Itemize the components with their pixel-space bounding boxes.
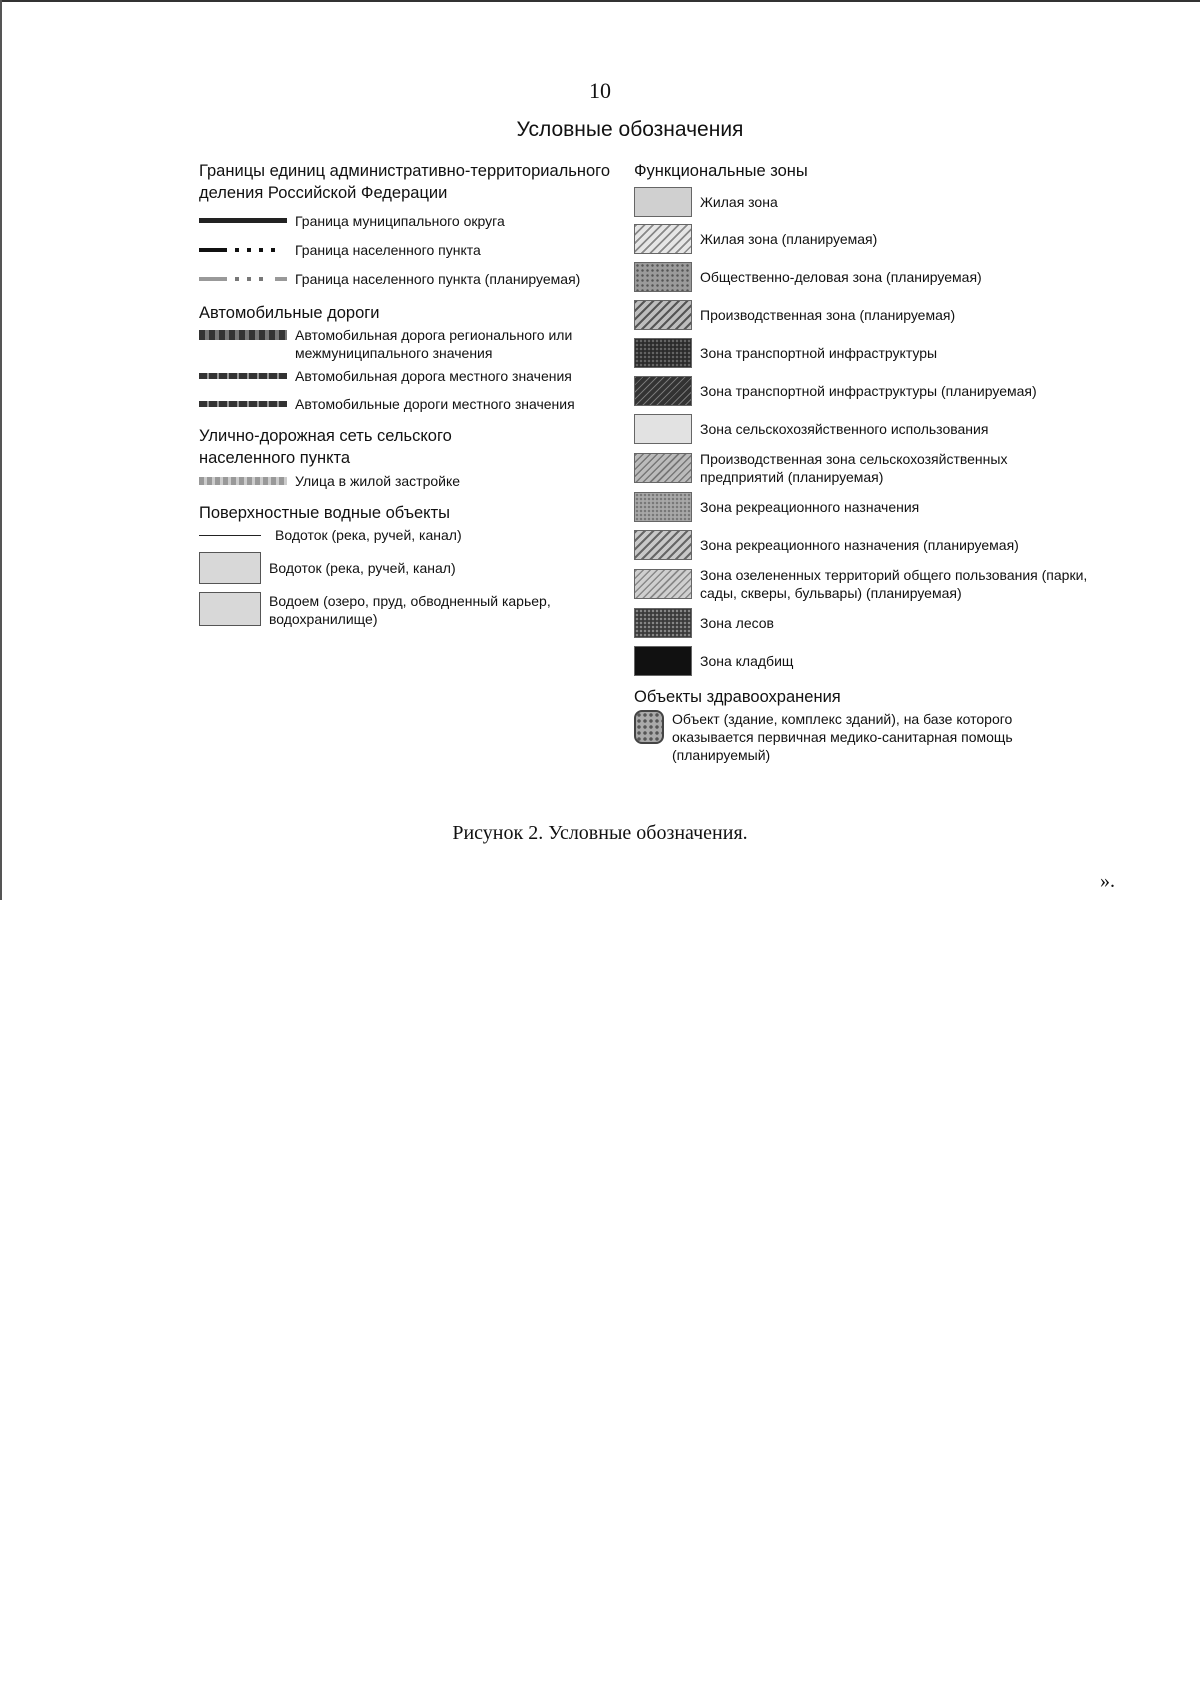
agricultural-zone-swatch — [634, 414, 692, 444]
industrial-zone-swatch — [634, 300, 692, 330]
watercourse-area-symbol — [199, 552, 261, 584]
waterbody-symbol — [199, 592, 261, 626]
legend-item — [199, 552, 639, 584]
forest-zone-swatch — [634, 608, 692, 638]
legend-item-label: Зона рекреационного назначения (планируемая) — [700, 537, 1019, 553]
legend-item — [634, 184, 1094, 220]
legend-item-label: Производственная зона (планируемая) — [700, 307, 956, 323]
legend-item — [634, 448, 1094, 488]
legend-item-label: Зона транспортной инфраструктуры — [700, 345, 938, 361]
legend-item — [634, 334, 1094, 372]
legend-item-label: Водоем (озеро, пруд, обводненный карьер, водохранилище) — [269, 593, 551, 627]
street-symbol — [199, 475, 289, 487]
legend-item — [199, 472, 639, 490]
legend-item — [634, 220, 1094, 258]
legend-left-column — [199, 160, 639, 628]
legend-item-label: Зона озелененных территорий общего пользования (парки, сады, скверы, бульвары) (планируемая) — [700, 567, 1088, 601]
closing-quote: ». — [1100, 870, 1115, 892]
page-edge-top — [0, 0, 1200, 2]
legend-title: Условные обозначения — [516, 118, 744, 141]
legend-item-label: Зона сельскохозяйственного использования — [700, 421, 989, 437]
legend-item-label: Автомобильные дороги местного значения — [295, 396, 575, 412]
legend-item — [634, 564, 1094, 604]
green-areas-zone-swatch — [634, 569, 692, 599]
boundaries-heading: Границы единиц административно-территориального деления Российской Федерации — [199, 162, 611, 202]
regional-road-symbol — [199, 329, 289, 341]
legend-item-label: Объект (здание, комплекс зданий), на базе которого оказывается первичная медико-санитарная помощь (планируемый) — [672, 711, 1013, 763]
settlement-boundary-symbol — [199, 244, 289, 256]
legend-item-label: Граница населенного пункта (планируемая) — [295, 271, 581, 287]
cemetery-zone-swatch — [634, 646, 692, 676]
legend-item-label: Граница населенного пункта — [295, 242, 481, 258]
legend-item-label: Жилая зона (планируемая) — [700, 231, 878, 247]
legend-item-label: Производственная зона сельскохозяйственных предприятий (планируемая) — [700, 451, 1008, 485]
legend-item — [634, 488, 1094, 526]
legend-item-label: Зона рекреационного назначения — [700, 499, 920, 515]
business-zone-swatch — [634, 262, 692, 292]
legend-item-label: Зона лесов — [700, 615, 774, 631]
legend-item — [199, 367, 639, 385]
legend-item-label: Зона кладбищ — [700, 653, 794, 669]
legend-item — [199, 326, 639, 362]
page-number: 10 — [589, 78, 611, 103]
zones-heading: Функциональные зоны — [634, 162, 808, 180]
water-heading: Поверхностные водные объекты — [199, 504, 451, 522]
legend-item — [199, 395, 639, 413]
legend-item-label: Жилая зона — [700, 194, 778, 210]
legend-item-label: Водоток (река, ручей, канал) — [269, 560, 456, 576]
legend-item-label: Автомобильная дорога местного значения — [295, 368, 572, 384]
legend-item-label: Общественно-деловая зона (планируемая) — [700, 269, 982, 285]
recreation-zone-swatch — [634, 492, 692, 522]
legend-item — [199, 270, 639, 288]
planned-residential-zone-swatch — [634, 224, 692, 254]
figure-caption: Рисунок 2. Условные обозначения. — [452, 822, 748, 844]
legend-item — [634, 410, 1094, 448]
legend-item-label: Улица в жилой застройке — [295, 473, 461, 489]
planned-recreation-zone-swatch — [634, 530, 692, 560]
planned-transport-zone-swatch — [634, 376, 692, 406]
medical-facility-icon — [634, 710, 664, 744]
legend-item — [634, 258, 1094, 296]
legend-item — [199, 212, 639, 230]
municipal-boundary-symbol — [199, 215, 289, 227]
local-roads-symbol — [199, 398, 289, 410]
legend-item-label: Водоток (река, ручей, канал) — [275, 527, 462, 543]
legend-item-label: Зона транспортной инфраструктуры (планируемая) — [700, 383, 1037, 399]
planned-settlement-boundary-symbol — [199, 273, 289, 285]
legend-item — [634, 372, 1094, 410]
transport-zone-swatch — [634, 338, 692, 368]
legend-item — [199, 241, 639, 259]
residential-zone-swatch — [634, 187, 692, 217]
roads-heading: Автомобильные дороги — [199, 304, 380, 322]
legend-item — [634, 526, 1094, 564]
legend-item — [634, 710, 1094, 764]
legend-item-label: Граница муниципального округа — [295, 213, 505, 229]
legend-item — [199, 592, 639, 628]
legend-item — [634, 604, 1094, 642]
streets-heading: Улично-дорожная сеть сельского населенного пункта — [199, 427, 452, 467]
legend-item — [634, 296, 1094, 334]
local-road-symbol — [199, 370, 289, 382]
legend-right-column — [634, 160, 1094, 764]
legend-item — [634, 642, 1094, 680]
watercourse-line-symbol — [199, 529, 269, 541]
legend-item-label: Автомобильная дорога регионального или межмуниципального значения — [295, 327, 573, 361]
legend-item — [199, 526, 639, 544]
agri-enterprise-zone-swatch — [634, 453, 692, 483]
health-heading: Объекты здравоохранения — [634, 688, 841, 706]
